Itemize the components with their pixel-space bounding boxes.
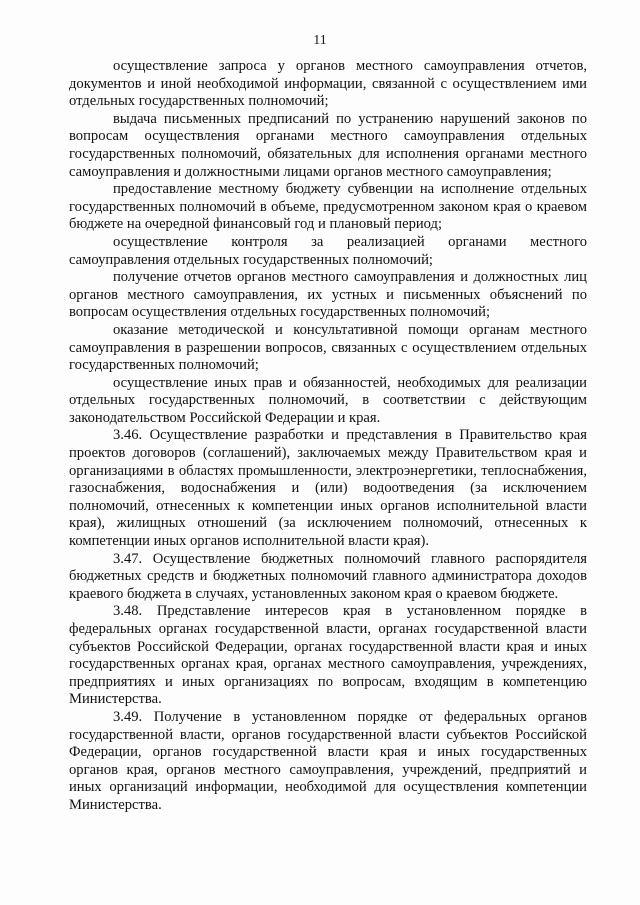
paragraph-3-46: 3.46. Осуществление разработки и представления в Правительство края проектов договоров (соглашений), заключаемых между Правительством края и организациями в областях промышленности, электроэнергетики, теплоснабжения, газоснабжения, водоснабжения и (или) водоотведения (за исключением полномочий, отнесенных к компетенции иных органов исполнительной власти края), жилищных отношений (за исключением полномочий, отнесенных к компетенции иных органов исполнительной власти края). bbox=[69, 427, 587, 550]
paragraph-3-48: 3.48. Представление интересов края в установленном порядке в федеральных органах государственной власти, органах государственной власти субъектов Российской Федерации, органах государственной власти края и иных государственных органах края, органах местного самоуправления, учреждениях, предприятиях и иных организациях по вопросам, входящим в компетенцию Министерства. bbox=[69, 603, 587, 708]
paragraph-methodical-help: оказание методической и консультативной помощи органам местного самоуправления в разрешении вопросов, связанных с осуществлением отдельных государственных полномочий; bbox=[69, 321, 587, 374]
paragraph-written-orders: выдача письменных предписаний по устранению нарушений законов по вопросам осуществления органами местного самоуправления отдельных государственных полномочий, обязательных для исполнения органами местного самоуправления и должностными лицами органов местного самоуправления; bbox=[69, 110, 587, 180]
paragraph-subvention: предоставление местному бюджету субвенции на исполнение отдельных государственных полномочий в объеме, предусмотренном законом края о краевом бюджете на очередной финансовый год и плановый период; bbox=[69, 181, 587, 233]
paragraph-receive-reports: получение отчетов органов местного самоуправления и должностных лиц органов местного самоуправления, их устных и письменных объяснений по вопросам осуществления отдельных государственных полномочий; bbox=[69, 269, 587, 321]
page-number: 11 bbox=[313, 33, 327, 48]
paragraph-control: осуществление контроля за реализацией органами местного самоуправления отдельных государственных полномочий; bbox=[69, 233, 587, 268]
paragraph-other-rights: осуществление иных прав и обязанностей, необходимых для реализации отдельных государственных полномочий, в соответствии с действующим законодательством Российской Федерации и края. bbox=[69, 374, 587, 426]
paragraph-request-reports: осуществление запроса у органов местного самоуправления отчетов, документов и иной необходимой информации, связанной с осуществлением ими отдельных государственных полномочий; bbox=[69, 58, 587, 110]
paragraph-3-47: 3.47. Осуществление бюджетных полномочий главного распорядителя бюджетных средств и бюджетных полномочий главного администратора доходов краевого бюджета в случаях, установленных законом края о краевом бюджете. bbox=[69, 550, 587, 602]
document-body bbox=[69, 58, 587, 815]
paragraph-3-49: 3.49. Получение в установленном порядке от федеральных органов государственной власти, органов государственной власти субъектов Российской Федерации, органов государственной власти края и иных государственных органов края, органов местного самоуправления, учреждений, предприятий и иных организаций информации, необходимой для осуществления компетенции Министерства. bbox=[69, 708, 587, 813]
